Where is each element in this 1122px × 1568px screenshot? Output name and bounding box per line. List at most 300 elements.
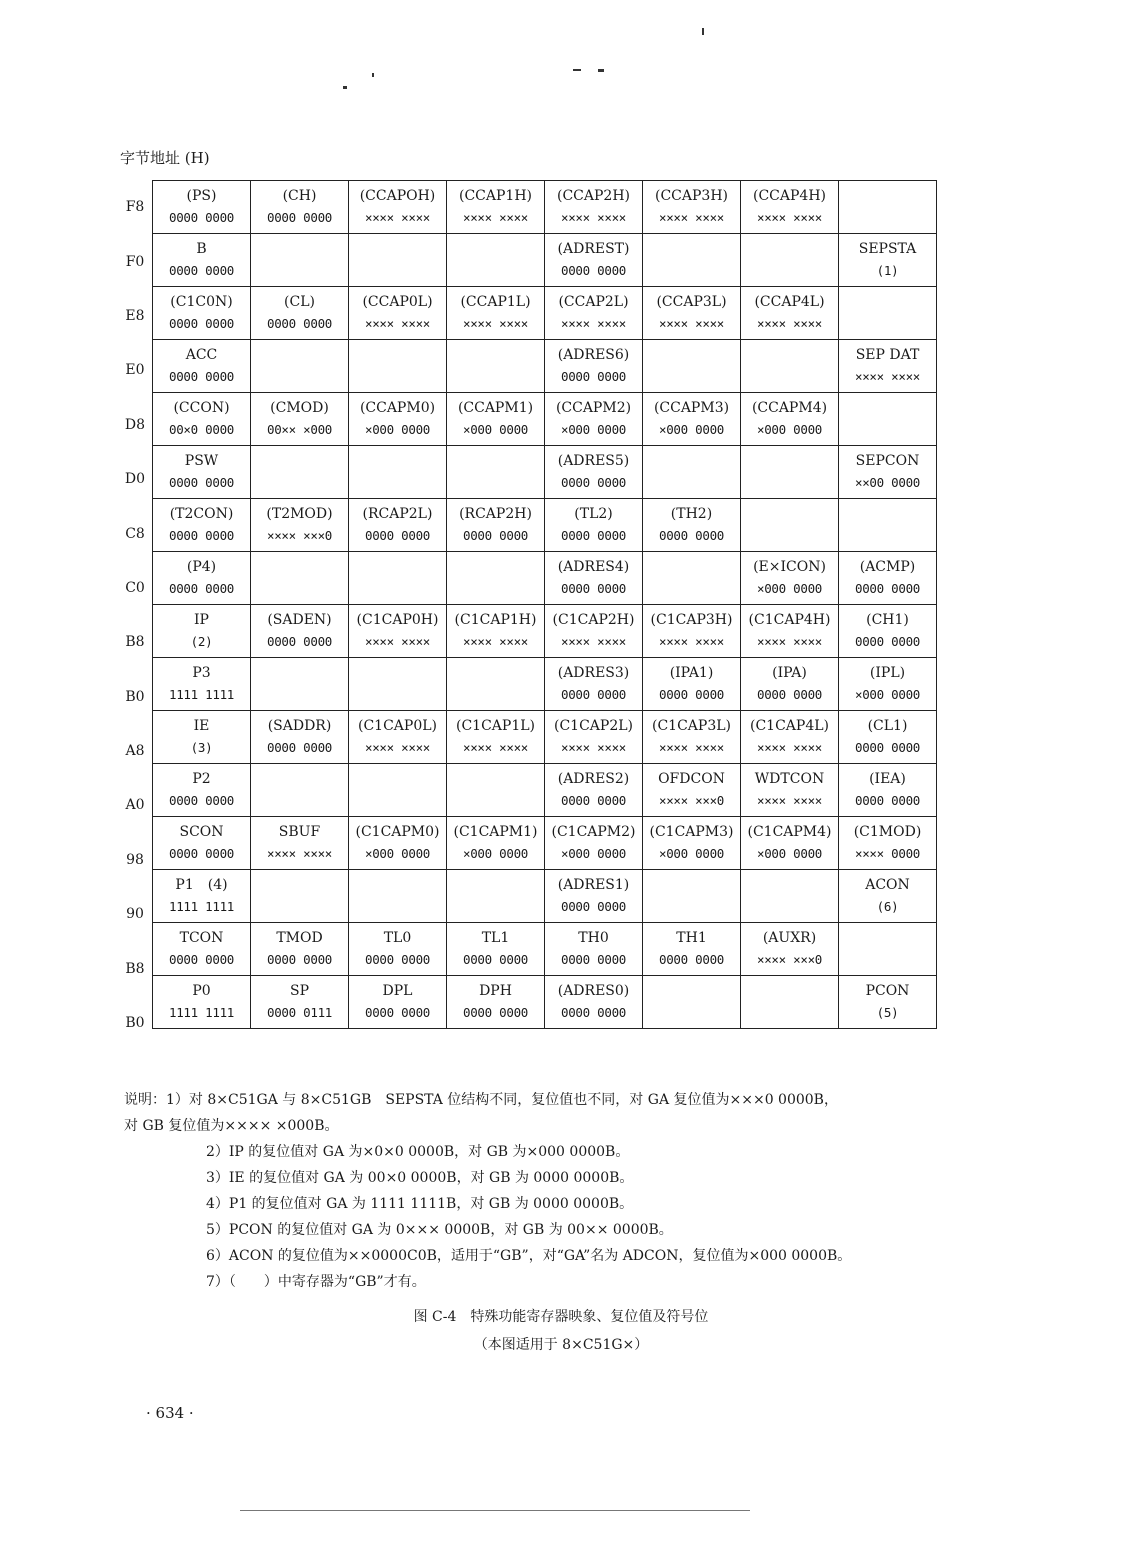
note-3: 3）IE 的复位值对 GA 为 00×0 0000B，对 GB 为 0000 0000B。 bbox=[206, 1170, 634, 1186]
register-name: (ADRES1) bbox=[557, 877, 630, 893]
sfr-map-table bbox=[152, 180, 937, 1029]
register-cell bbox=[153, 817, 251, 870]
register-name: (CCAP2L) bbox=[558, 294, 629, 310]
register-cell bbox=[643, 870, 741, 923]
register-cell bbox=[839, 870, 937, 923]
register-cell bbox=[153, 658, 251, 711]
register-cell bbox=[545, 976, 643, 1029]
reset-value: 0000 0000 bbox=[168, 210, 235, 225]
register-cell bbox=[447, 446, 545, 499]
register-cell bbox=[349, 711, 447, 764]
reset-value: 0000 0000 bbox=[854, 634, 921, 649]
axis-title: 字节地址 (H) bbox=[120, 149, 210, 167]
register-name: SEP DAT bbox=[855, 347, 920, 363]
register-cell bbox=[153, 446, 251, 499]
reset-value: 00×× ×000 bbox=[266, 422, 333, 437]
reset-value: 0000 0000 bbox=[168, 263, 235, 278]
register-name: (C1CAPM1) bbox=[453, 824, 538, 840]
reset-value: ×××× ×××× bbox=[364, 210, 431, 225]
byte-address-label: B0 bbox=[125, 688, 145, 705]
register-cell bbox=[643, 234, 741, 287]
register-cell bbox=[251, 340, 349, 393]
reset-value: ×××× ×××× bbox=[364, 740, 431, 755]
reset-value: ×000 0000 bbox=[756, 846, 823, 861]
register-name: P3 bbox=[192, 665, 211, 681]
register-cell bbox=[643, 658, 741, 711]
address-column bbox=[118, 180, 152, 1050]
register-name: (IEA) bbox=[869, 771, 906, 787]
register-name: (E×ICON) bbox=[753, 559, 826, 575]
register-cell bbox=[545, 870, 643, 923]
reset-value: ××00 0000 bbox=[854, 475, 921, 490]
register-cell bbox=[349, 923, 447, 976]
register-cell bbox=[741, 976, 839, 1029]
reset-value: ×××× ×××× bbox=[266, 846, 333, 861]
reset-value: ×××× ×××× bbox=[658, 316, 725, 331]
register-cell bbox=[545, 340, 643, 393]
reset-value: ×××× ×××0 bbox=[658, 793, 725, 808]
reset-value: 0000 0000 bbox=[854, 581, 921, 596]
reset-value: ×××× ×××× bbox=[462, 210, 529, 225]
register-cell bbox=[251, 393, 349, 446]
register-cell bbox=[839, 552, 937, 605]
register-name: (C1CAP4L) bbox=[750, 718, 829, 734]
reset-value: 0000 0000 bbox=[168, 846, 235, 861]
register-cell bbox=[153, 287, 251, 340]
register-cell bbox=[153, 870, 251, 923]
register-cell bbox=[349, 976, 447, 1029]
register-name: SP bbox=[289, 983, 309, 999]
register-cell bbox=[349, 658, 447, 711]
register-cell bbox=[251, 605, 349, 658]
register-cell bbox=[447, 764, 545, 817]
register-cell bbox=[741, 870, 839, 923]
register-cell bbox=[153, 923, 251, 976]
register-cell bbox=[251, 923, 349, 976]
register-name: (IPA1) bbox=[669, 665, 714, 681]
register-cell bbox=[643, 340, 741, 393]
register-name: (C1CAP3H) bbox=[650, 612, 733, 628]
reset-value: 0000 0000 bbox=[364, 952, 431, 967]
register-cell bbox=[349, 499, 447, 552]
reset-value: (2) bbox=[190, 634, 213, 649]
reset-value: ×××× ×××× bbox=[560, 634, 627, 649]
register-cell bbox=[741, 817, 839, 870]
reset-value: 0000 0000 bbox=[560, 687, 627, 702]
reset-value: 0000 0000 bbox=[756, 687, 823, 702]
register-cell bbox=[447, 552, 545, 605]
reset-value: 0000 0000 bbox=[364, 1005, 431, 1020]
register-cell bbox=[153, 234, 251, 287]
note-4: 4）P1 的复位值对 GA 为 1111 1111B，对 GB 为 0000 0000B。 bbox=[206, 1196, 634, 1212]
register-name: (C1CAPM2) bbox=[551, 824, 636, 840]
register-cell bbox=[447, 711, 545, 764]
register-cell bbox=[839, 658, 937, 711]
register-name: (CCAP4L) bbox=[754, 294, 825, 310]
table-row bbox=[153, 287, 937, 340]
register-name: (C1CAP0L) bbox=[358, 718, 437, 734]
reset-value: 0000 0000 bbox=[168, 475, 235, 490]
register-name: (RCAP2H) bbox=[459, 506, 532, 522]
register-name: (CCAPM2) bbox=[555, 400, 632, 416]
register-name: SBUF bbox=[278, 824, 321, 840]
byte-address-label: A8 bbox=[125, 743, 145, 760]
register-cell bbox=[545, 923, 643, 976]
register-name: PCON bbox=[865, 983, 910, 999]
reset-value: ×000 0000 bbox=[364, 846, 431, 861]
reset-value: ×××× ×××× bbox=[756, 740, 823, 755]
register-cell bbox=[349, 552, 447, 605]
scan-speck bbox=[598, 69, 604, 72]
reset-value: 0000 0000 bbox=[168, 528, 235, 543]
reset-value: 0000 0111 bbox=[266, 1005, 333, 1020]
reset-value: 0000 0000 bbox=[168, 316, 235, 331]
register-name: TMOD bbox=[276, 930, 323, 946]
table-row bbox=[153, 817, 937, 870]
table-row bbox=[153, 658, 937, 711]
register-cell bbox=[447, 287, 545, 340]
reset-value: 0000 0000 bbox=[266, 740, 333, 755]
register-name: (ADREST) bbox=[557, 241, 630, 257]
register-cell bbox=[251, 446, 349, 499]
register-cell bbox=[153, 393, 251, 446]
register-name: (C1CAP3L) bbox=[652, 718, 731, 734]
register-cell bbox=[251, 234, 349, 287]
reset-value: 0000 0000 bbox=[168, 369, 235, 384]
register-cell bbox=[545, 605, 643, 658]
reset-value: 1111 1111 bbox=[168, 899, 235, 914]
register-cell bbox=[545, 817, 643, 870]
register-name: (ADRES6) bbox=[557, 347, 630, 363]
register-name: IP bbox=[194, 612, 209, 628]
note-2: 2）IP 的复位值对 GA 为×0×0 0000B，对 GB 为×000 0000B。 bbox=[206, 1144, 630, 1160]
reset-value: ×××× ×××× bbox=[560, 316, 627, 331]
reset-value: ×××× ×××× bbox=[462, 316, 529, 331]
reset-value: 0000 0000 bbox=[462, 1005, 529, 1020]
register-cell bbox=[643, 287, 741, 340]
register-name: (ADRES5) bbox=[557, 453, 630, 469]
reset-value: 0000 0000 bbox=[266, 316, 333, 331]
reset-value: ×××× ×××× bbox=[854, 369, 921, 384]
register-name: (CL1) bbox=[867, 718, 908, 734]
table-row bbox=[153, 605, 937, 658]
table-row bbox=[153, 499, 937, 552]
register-cell bbox=[839, 234, 937, 287]
reset-value: 1111 1111 bbox=[168, 1005, 235, 1020]
byte-address-label: E8 bbox=[125, 307, 145, 324]
register-cell bbox=[741, 393, 839, 446]
register-name: TH1 bbox=[676, 930, 707, 946]
register-cell bbox=[741, 711, 839, 764]
byte-address-label: F0 bbox=[125, 253, 145, 270]
register-name: (SADDR) bbox=[267, 718, 332, 734]
register-name: (CCAPM3) bbox=[653, 400, 730, 416]
register-name: (ACMP) bbox=[859, 559, 916, 575]
register-cell bbox=[447, 976, 545, 1029]
reset-value: 0000 0000 bbox=[364, 528, 431, 543]
reset-value: ×××× ×××× bbox=[658, 740, 725, 755]
register-cell bbox=[545, 446, 643, 499]
reset-value: 0000 0000 bbox=[854, 740, 921, 755]
register-name: (CCAP1L) bbox=[460, 294, 531, 310]
table-row bbox=[153, 923, 937, 976]
register-cell bbox=[447, 340, 545, 393]
register-cell bbox=[153, 181, 251, 234]
register-name: ACON bbox=[865, 877, 910, 893]
register-cell bbox=[251, 499, 349, 552]
register-name: (CCAP1H) bbox=[459, 188, 532, 204]
table-row bbox=[153, 870, 937, 923]
register-cell bbox=[251, 817, 349, 870]
register-cell bbox=[643, 605, 741, 658]
reset-value: ×000 0000 bbox=[658, 422, 725, 437]
register-cell bbox=[251, 764, 349, 817]
register-cell bbox=[447, 393, 545, 446]
note-7: 7）（ ）中寄存器为“GB”才有。 bbox=[206, 1274, 426, 1290]
reset-value: 0000 0000 bbox=[560, 263, 627, 278]
byte-address-label: D8 bbox=[124, 416, 146, 433]
register-cell bbox=[447, 234, 545, 287]
register-name: (CL) bbox=[284, 294, 315, 310]
byte-address-label: 98 bbox=[126, 851, 144, 868]
register-cell bbox=[251, 870, 349, 923]
scan-speck bbox=[702, 28, 704, 35]
register-cell bbox=[839, 817, 937, 870]
scan-speck bbox=[372, 73, 374, 77]
register-cell bbox=[447, 499, 545, 552]
register-name: (PS) bbox=[186, 188, 217, 204]
reset-value: ×××× ×××0 bbox=[756, 952, 823, 967]
register-name: (CCAP0L) bbox=[362, 294, 433, 310]
register-name: (CMOD) bbox=[270, 400, 329, 416]
reset-value: ×000 0000 bbox=[560, 846, 627, 861]
register-name: (CCAP3L) bbox=[656, 294, 727, 310]
reset-value: 0000 0000 bbox=[462, 528, 529, 543]
reset-value: 0000 0000 bbox=[658, 687, 725, 702]
register-cell bbox=[741, 658, 839, 711]
register-cell bbox=[153, 976, 251, 1029]
register-name: (C1C0N) bbox=[170, 294, 233, 310]
reset-value: 0000 0000 bbox=[560, 952, 627, 967]
byte-address-label: D0 bbox=[124, 471, 146, 488]
register-name: (C1CAP1L) bbox=[456, 718, 535, 734]
register-cell bbox=[349, 605, 447, 658]
register-cell bbox=[741, 764, 839, 817]
reset-value: 0000 0000 bbox=[168, 793, 235, 808]
reset-value: 0000 0000 bbox=[168, 581, 235, 596]
register-cell bbox=[349, 393, 447, 446]
register-cell bbox=[839, 340, 937, 393]
register-cell bbox=[839, 764, 937, 817]
register-cell bbox=[741, 340, 839, 393]
register-cell bbox=[545, 499, 643, 552]
note-6: 6）ACON 的复位值为××0000C0B，适用于“GB”，对“GA”名为 ADCON，复位值为×000 0000B。 bbox=[206, 1248, 852, 1264]
reset-value: ×××× ×××× bbox=[462, 740, 529, 755]
reset-value: (1) bbox=[876, 263, 899, 278]
register-name: (C1CAPM0) bbox=[355, 824, 440, 840]
register-cell bbox=[447, 870, 545, 923]
reset-value: ×××× 0000 bbox=[854, 846, 921, 861]
register-cell bbox=[251, 658, 349, 711]
register-cell bbox=[839, 446, 937, 499]
register-name: (ADRES2) bbox=[557, 771, 630, 787]
reset-value: 0000 0000 bbox=[560, 475, 627, 490]
register-cell bbox=[153, 499, 251, 552]
reset-value: ×××× ×××× bbox=[560, 740, 627, 755]
register-cell bbox=[545, 181, 643, 234]
register-cell bbox=[741, 287, 839, 340]
reset-value: ×000 0000 bbox=[462, 422, 529, 437]
register-cell bbox=[349, 817, 447, 870]
table-row bbox=[153, 446, 937, 499]
register-cell bbox=[545, 393, 643, 446]
reset-value: 00×0 0000 bbox=[168, 422, 235, 437]
table-row bbox=[153, 181, 937, 234]
register-cell bbox=[251, 552, 349, 605]
register-name: (CCON) bbox=[173, 400, 230, 416]
register-name: (C1CAP2L) bbox=[554, 718, 633, 734]
reset-value: ×000 0000 bbox=[756, 422, 823, 437]
reset-value: 0000 0000 bbox=[560, 528, 627, 543]
register-name: (CCAPOH) bbox=[359, 188, 436, 204]
register-cell bbox=[349, 340, 447, 393]
register-cell bbox=[153, 605, 251, 658]
reset-value: 0000 0000 bbox=[560, 793, 627, 808]
reset-value: ×××× ×××× bbox=[658, 210, 725, 225]
register-name: OFDCON bbox=[658, 771, 725, 787]
register-name: (TL2) bbox=[574, 506, 613, 522]
reset-value: ×000 0000 bbox=[658, 846, 725, 861]
register-name: (ADRES4) bbox=[557, 559, 630, 575]
table-row bbox=[153, 393, 937, 446]
register-cell bbox=[545, 234, 643, 287]
register-cell bbox=[741, 923, 839, 976]
register-cell bbox=[447, 605, 545, 658]
reset-value: 0000 0000 bbox=[560, 581, 627, 596]
reset-value: ×000 0000 bbox=[560, 422, 627, 437]
register-name: (ADRES3) bbox=[557, 665, 630, 681]
register-cell bbox=[153, 711, 251, 764]
register-name: (ADRES0) bbox=[557, 983, 630, 999]
register-name: (CH1) bbox=[866, 612, 909, 628]
register-name: ACC bbox=[185, 347, 218, 363]
reset-value: 0000 0000 bbox=[560, 369, 627, 384]
register-cell bbox=[643, 499, 741, 552]
reset-value: ×××× ×××× bbox=[364, 634, 431, 649]
register-name: (CCAP4H) bbox=[753, 188, 826, 204]
reset-value: ×000 0000 bbox=[462, 846, 529, 861]
register-name: (SADEN) bbox=[267, 612, 332, 628]
notes bbox=[124, 1087, 954, 1295]
reset-value: ×000 0000 bbox=[364, 422, 431, 437]
register-name: SCON bbox=[179, 824, 224, 840]
register-name: P0 bbox=[192, 983, 211, 999]
byte-address-label: B8 bbox=[125, 634, 145, 651]
register-cell bbox=[545, 764, 643, 817]
register-name: (C1CAP0H) bbox=[356, 612, 439, 628]
byte-address-label: 90 bbox=[126, 906, 144, 923]
register-name: (C1MOD) bbox=[853, 824, 922, 840]
register-name: TCON bbox=[179, 930, 224, 946]
register-name: (P4) bbox=[186, 559, 217, 575]
register-cell bbox=[349, 446, 447, 499]
register-name: DPH bbox=[479, 983, 512, 999]
table-row bbox=[153, 234, 937, 287]
register-cell bbox=[251, 287, 349, 340]
reset-value: 0000 0000 bbox=[854, 793, 921, 808]
register-name: (C1CAP1H) bbox=[454, 612, 537, 628]
byte-address-label: E0 bbox=[125, 362, 145, 379]
register-cell bbox=[839, 499, 937, 552]
register-cell bbox=[545, 287, 643, 340]
note-1-continued: 对 GB 复位值为×××× ×000B。 bbox=[124, 1118, 339, 1134]
register-name: SEPCON bbox=[855, 453, 920, 469]
register-name: IE bbox=[193, 718, 210, 734]
reset-value: (5) bbox=[876, 1005, 899, 1020]
register-cell bbox=[251, 711, 349, 764]
reset-value: 0000 0000 bbox=[560, 1005, 627, 1020]
reset-value: 0000 0000 bbox=[658, 952, 725, 967]
scan-speck bbox=[240, 1510, 750, 1511]
register-name: (C1CAP2H) bbox=[552, 612, 635, 628]
register-cell bbox=[839, 393, 937, 446]
table-row bbox=[153, 976, 937, 1029]
register-cell bbox=[643, 764, 741, 817]
register-cell bbox=[251, 976, 349, 1029]
page-number: · 634 · bbox=[146, 1404, 194, 1422]
register-cell bbox=[545, 711, 643, 764]
register-name: (RCAP2L) bbox=[362, 506, 433, 522]
reset-value: 0000 0000 bbox=[168, 952, 235, 967]
register-cell bbox=[839, 923, 937, 976]
reset-value: (3) bbox=[190, 740, 213, 755]
register-cell bbox=[741, 446, 839, 499]
table-row bbox=[153, 340, 937, 393]
register-name: TL1 bbox=[481, 930, 510, 946]
register-cell bbox=[349, 181, 447, 234]
byte-address-label: F8 bbox=[125, 199, 145, 216]
register-cell bbox=[447, 658, 545, 711]
figure-caption: 图 C-4 特殊功能寄存器映象、复位值及符号位 bbox=[413, 1309, 709, 1325]
register-name: (IPL) bbox=[869, 665, 906, 681]
register-name: P1 (4) bbox=[175, 877, 228, 893]
register-name: B bbox=[196, 241, 207, 257]
register-name: (T2MOD) bbox=[266, 506, 333, 522]
register-cell bbox=[741, 181, 839, 234]
register-name: WDTCON bbox=[754, 771, 825, 787]
register-cell bbox=[741, 234, 839, 287]
register-name: TH0 bbox=[578, 930, 609, 946]
register-name: (CCAPM1) bbox=[457, 400, 534, 416]
register-cell bbox=[643, 711, 741, 764]
register-cell bbox=[447, 181, 545, 234]
register-cell bbox=[643, 446, 741, 499]
reset-value: 0000 0000 bbox=[462, 952, 529, 967]
byte-address-label: B0 bbox=[125, 1015, 145, 1032]
register-cell bbox=[741, 499, 839, 552]
reset-value: 0000 0000 bbox=[266, 634, 333, 649]
reset-value: ×××× ×××0 bbox=[266, 528, 333, 543]
byte-address-label: A0 bbox=[125, 797, 145, 814]
register-cell bbox=[839, 605, 937, 658]
figure-subcaption: （本图适用于 8×C51G×） bbox=[473, 1337, 649, 1353]
register-cell bbox=[545, 552, 643, 605]
reset-value: ×××× ×××× bbox=[364, 316, 431, 331]
reset-value: ×000 0000 bbox=[756, 581, 823, 596]
register-cell bbox=[741, 605, 839, 658]
note-1: 说明：1）对 8×C51GA 与 8×C51GB SEPSTA 位结构不同，复位值也不同，对 GA 复位值为×××0 0000B， bbox=[124, 1092, 838, 1108]
reset-value: 0000 0000 bbox=[266, 210, 333, 225]
